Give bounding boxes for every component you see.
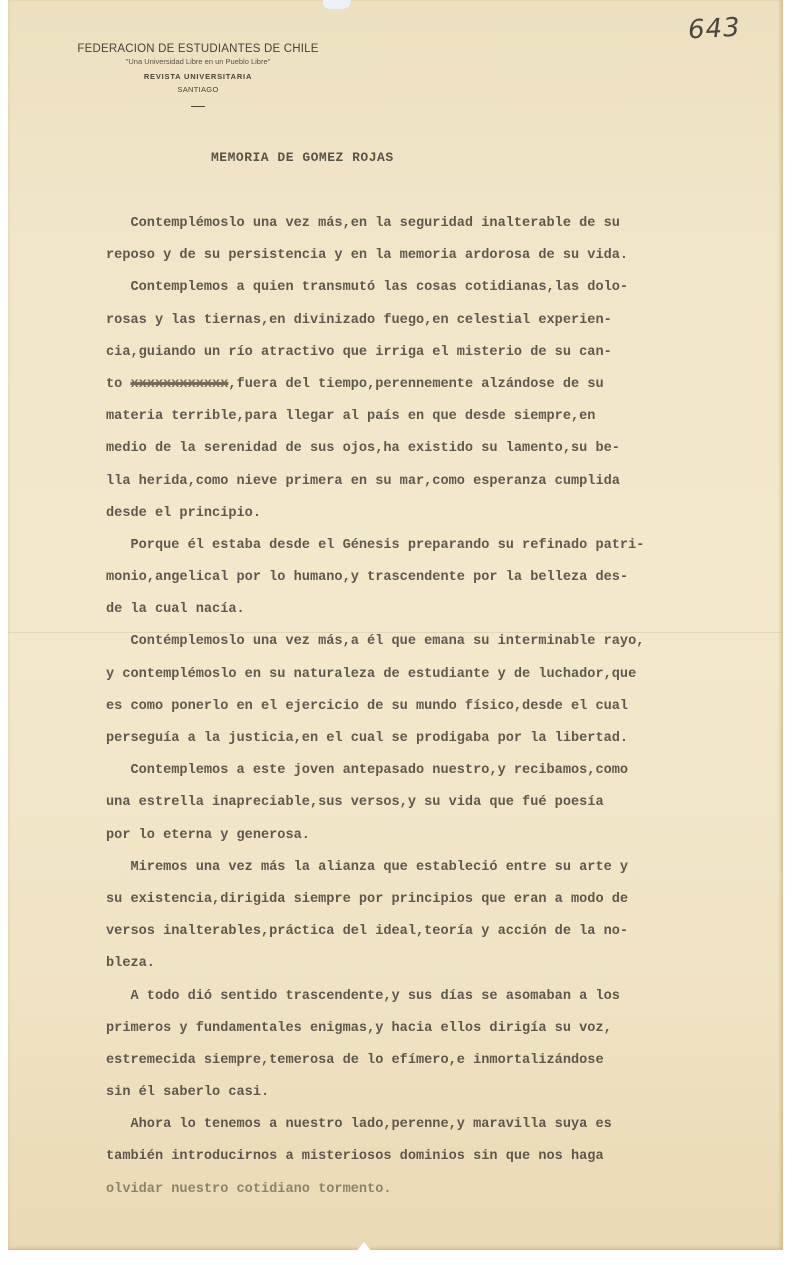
document-body: [106, 208, 746, 1206]
letterhead-motto: "Una Universidad Libre en un Pueblo Libre": [125, 57, 271, 66]
text-line: desde el principio.: [106, 505, 261, 521]
text-line: versos inalterables,práctica del ideal,teoría y acción de la no-: [106, 924, 629, 940]
text-line: Porque él estaba desde el Génesis preparando su refinado patri-: [106, 537, 645, 553]
text-line: bleza.: [106, 956, 155, 972]
letterhead: [48, 42, 348, 107]
text-line: y contemplémoslo en su naturaleza de estudiante y de luchador,que: [106, 666, 637, 682]
handwritten-page-number: 643: [687, 12, 742, 46]
text-line: Contemplemos a este joven antepasado nuestro,y recibamos,como: [106, 763, 629, 779]
line-prefix: to: [106, 376, 131, 392]
line-suffix: ,fuera del tiempo,perennemente alzándose de su: [228, 376, 604, 392]
text-line: su existencia,dirigida siempre por principios que eran a modo de: [106, 891, 629, 907]
letterhead-publication: REVISTA UNIVERSITARIA: [143, 72, 253, 81]
document-page: [8, 0, 783, 1250]
text-line: A todo dió sentido trascendente,y sus días se asomaban a los: [106, 988, 620, 1004]
text-line: Contemplemos a quien transmutó las cosas cotidianas,las dolo-: [106, 280, 629, 296]
struck-out-word: xxxxxxxxxxxx: [130, 376, 229, 392]
text-line: materia terrible,para llegar al país en que desde siempre,en: [106, 409, 596, 425]
letterhead-organization: FEDERACION DE ESTUDIANTES DE CHILE: [77, 43, 319, 55]
text-line: perseguía a la justicia,en el cual se prodigaba por la libertad.: [106, 731, 629, 746]
text-line: reposo y de su persistencia y en la memoria ardorosa de su vida.: [106, 248, 629, 264]
text-line: Contemplémoslo una vez más,en la seguridad inalterable de su: [106, 216, 620, 231]
text-line: lla herida,como nieve primera en su mar,como esperanza cumplida: [106, 473, 620, 489]
text-line: Ahora lo tenemos a nuestro lado,perenne,y maravilla suya es: [106, 1117, 612, 1133]
text-line: rosas y las tiernas,en divinizado fuego,en celestial experien-: [106, 312, 612, 328]
text-line: medio de la serenidad de sus ojos,ha existido su lamento,su be-: [106, 441, 620, 457]
text-line: es como ponerlo en el ejercicio de su mundo físico,desde el cual: [106, 698, 629, 714]
document-title: MEMORIA DE GOMEZ ROJAS: [211, 150, 394, 165]
text-line: primeros y fundamentales enigmas,y hacia ellos dirigía su voz,: [106, 1020, 612, 1036]
text-line: sin él saberlo casi.: [106, 1085, 270, 1101]
letterhead-city: SANTIAGO: [177, 85, 219, 94]
page-tear: [323, 0, 351, 9]
text-line: también introducirnos a misteriosos dominios sin que nos haga: [106, 1149, 604, 1165]
text-line-cut-off: olvidar nuestro cotidiano tormento.: [106, 1181, 392, 1197]
text-line: Contémplemoslo una vez más,a él que emana su interminable rayo,: [106, 634, 645, 650]
text-line: por lo eterna y generosa.: [106, 827, 310, 843]
text-line: cia,guiando un río atractivo que irriga el misterio de su can-: [106, 344, 612, 360]
paper-tear-notch: [356, 1242, 372, 1252]
text-line-with-strikeout: [106, 369, 746, 401]
letterhead-divider: [191, 106, 205, 107]
text-line: estremecida siempre,temerosa de lo efímero,e inmortalizándose: [106, 1052, 604, 1068]
text-line: una estrella inapreciable,sus versos,y su vida que fué poesía: [106, 795, 604, 811]
text-line: de la cual nacía.: [106, 602, 245, 618]
text-line: monio,angelical por lo humano,y trascendente por la belleza des-: [106, 570, 629, 586]
text-line: Miremos una vez más la alianza que estableció entre su arte y: [106, 859, 629, 875]
